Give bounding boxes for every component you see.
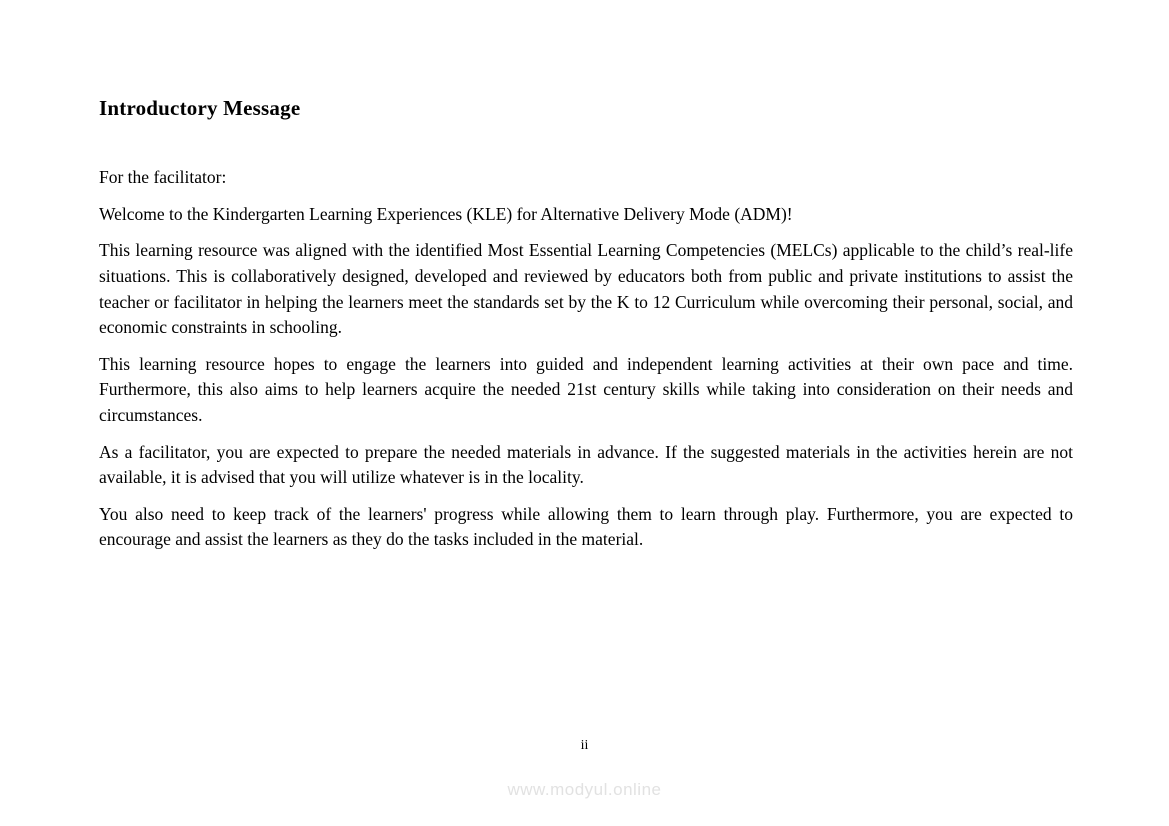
paragraph-welcome: Welcome to the Kindergarten Learning Experiences (KLE) for Alternative Delivery Mode (ADM)! — [99, 203, 793, 224]
paragraph-guided-learning: This learning resource hopes to engage the learners into guided and independent learning activities at their own pace and time. Furthermore, this also aims to help learners acquire the needed 21st century skills while taking into consideration on their needs and circumstances. — [99, 353, 1073, 425]
page-number: ii — [580, 738, 589, 753]
paragraph-for-the-facilitator: For the facilitator: — [99, 167, 227, 188]
paragraph-materials-preparation: As a facilitator, you are expected to prepare the needed materials in advance. If the suggested materials in the activities herein are not available, it is advised that you will utilize whatever is in the locality. — [99, 441, 1073, 488]
paragraph-track-progress: You also need to keep track of the learners' progress while allowing them to learn through play. Furthermore, you are expected to encourage and assist the learners as they do the tasks included in the material. — [99, 503, 1073, 550]
document-body — [99, 96, 1073, 553]
watermark: www.modyul.online — [507, 780, 662, 799]
page-title: Introductory Message — [99, 96, 301, 120]
paragraph-melcs-alignment: This learning resource was aligned with the identified Most Essential Learning Competencies (MELCs) applicable to the child’s real-life situations. This is collaboratively designed, developed and reviewed by educators both from public and private institutions to assist the teacher or facilitator in helping the learners meet the standards set by the K to 12 Curriculum while overcoming their personal, social, and economic constraints in schooling. — [99, 240, 1073, 338]
